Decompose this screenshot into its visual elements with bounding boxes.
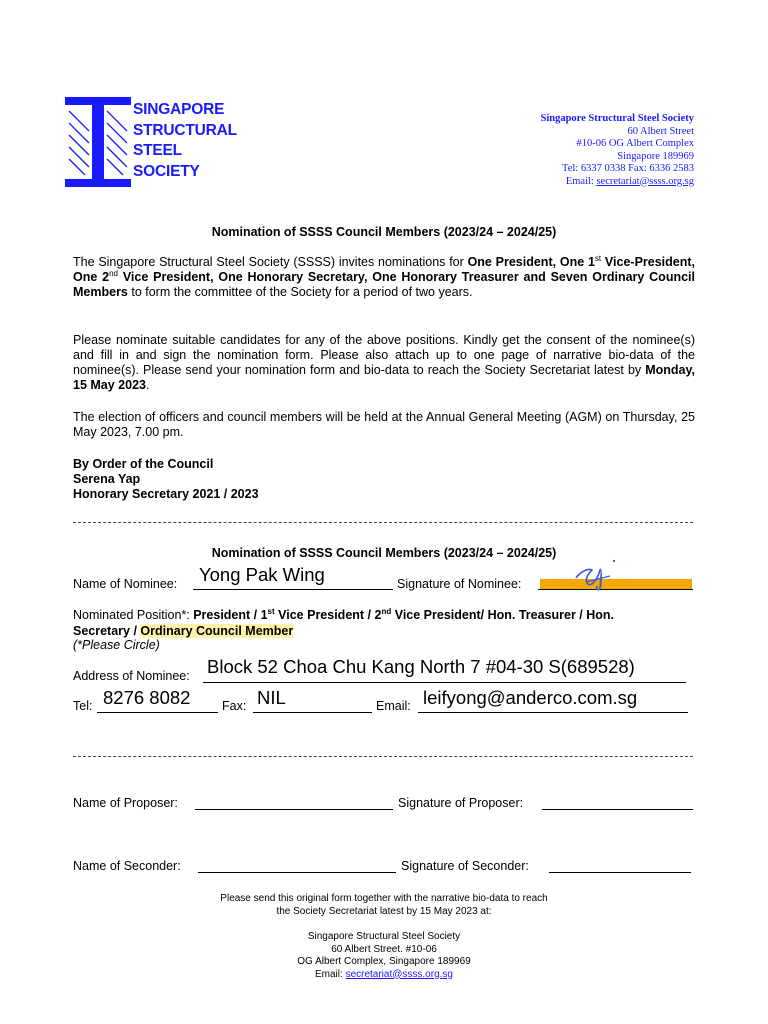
nominee-address-value: Block 52 Choa Chu Kang North 7 #04-30 S(689528) [207,656,635,677]
tel-label: Tel: [73,699,93,713]
society-email-link[interactable]: secretariat@ssss.org.sg [596,175,694,187]
email-value: leifyong@anderco.com.sg [423,687,638,708]
circle-note: (*Please Circle) [73,638,160,652]
superscript: nd [109,268,118,278]
form-title: Nomination of SSSS Council Members (2023/24 – 2024/25) [211,546,557,560]
footer-city: OG Albert Complex, Singapore 189969 [297,956,471,967]
position-option[interactable]: Vice President/ Hon. Treasurer / Hon. [391,608,614,622]
footer-email-row [0,969,768,982]
proposer-signature-field[interactable] [542,809,693,810]
i-beam-logo-icon [65,97,133,187]
position-label: Nominated Position*: [73,608,190,622]
order-of-council-block [73,457,695,502]
logo-wordmark [133,100,237,182]
handwritten-signature-icon [570,554,620,592]
nominee-name-field[interactable] [193,589,393,590]
cut-line-divider [73,756,693,758]
secretary-name: Serena Yap [73,472,141,486]
order-line: By Order of the Council [73,457,214,471]
text: The Singapore Structural Steel Society (SSSS) invites nominations for [73,255,468,269]
footer-email-link[interactable]: secretariat@ssss.org.sg [345,968,453,980]
nominee-address-label: Address of Nominee: [73,669,190,683]
election-paragraph: The election of officers and council members will be held at the Annual General Meeting (AGM) on Thursday, 25 May 2023, 7.00 pm. [73,410,695,439]
fax-field[interactable] [253,712,372,713]
society-city: Singapore 189969 [617,150,694,162]
seconder-name-field[interactable] [198,872,396,873]
invitation-paragraph [73,255,695,300]
nominated-position-row [73,607,695,639]
superscript: nd [381,606,392,616]
fax-label: Fax: [222,699,247,713]
society-email-row [434,176,694,189]
email-field[interactable] [418,712,688,713]
fax-value: NIL [257,687,286,708]
nominee-address-field[interactable] [203,682,686,683]
society-phone-fax: Tel: 6337 0338 Fax: 6336 2583 [562,163,694,174]
seconder-signature-field[interactable] [549,872,691,873]
society-address-block [434,113,694,188]
footer-street: 60 Albert Street. #10-06 [331,943,437,955]
proposer-name-label: Name of Proposer: [73,796,178,810]
tel-value: 8276 8082 [103,687,191,708]
cut-line-divider [73,522,693,524]
text-bold: Vice President, One Honorary Secretary, One Honorary Treasurer and Seven Ordinary Council Members [73,270,695,299]
nominee-signature [570,554,620,592]
footer-society-name: Singapore Structural Steel Society [307,931,461,942]
text-bold: Vice-President, One 2 [73,255,696,284]
deadline-text: Monday, 15 May 2023 [73,363,695,392]
nominee-signature-label: Signature of Nominee: [397,577,522,591]
seconder-signature-label: Signature of Seconder: [401,859,529,873]
society-name: Singapore Structural Steel Society [540,113,694,124]
nominee-name-label: Name of Nominee: [73,577,178,591]
footer-line: Please send this original form together with the narrative bio-data to reach [220,893,548,904]
logo-line: STEEL [133,142,182,159]
footer-address [0,931,768,981]
position-option[interactable]: President / 1 [189,608,268,622]
logo-line: STRUCTURAL [133,121,237,139]
proposer-name-field[interactable] [195,809,393,810]
superscript: st [267,606,275,616]
text: . [145,378,150,392]
position-option[interactable]: Secretary / [73,624,141,638]
secretary-title: Honorary Secretary 2021 / 2023 [73,487,259,501]
position-option[interactable]: Vice President / 2 [274,608,382,622]
nominee-name-value: Yong Pak Wing [199,564,325,585]
society-street: 60 Albert Street [627,125,694,137]
instructions-paragraph [73,333,695,393]
email-label: Email: [376,699,411,713]
logo-line: SINGAPORE [133,101,225,118]
email-label: Email: [565,175,597,187]
tel-field[interactable] [97,712,218,713]
text-bold: One President, One 1 [467,255,595,269]
society-unit: #10-06 OG Albert Complex [576,138,694,149]
position-selected-option[interactable]: Ordinary Council Member [140,624,294,638]
logo-line: SOCIETY [133,162,200,180]
text: to form the committee of the Society for a period of two years. [127,285,473,299]
footer-instructions [0,893,768,918]
seconder-name-label: Name of Seconder: [73,859,181,873]
footer-email-label: Email: [315,968,346,980]
proposer-signature-label: Signature of Proposer: [398,796,524,810]
footer-line: the Society Secretariat latest by 15 May 2023 at: [276,905,492,917]
society-logo [65,97,133,187]
document-title: Nomination of SSSS Council Members (2023/24 – 2024/25) [211,225,557,239]
superscript: st [594,253,602,263]
text: Please nominate suitable candidates for any of the above positions. Kindly get the consent of the nominee(s) and fill in and sign the nomination form. Please also attach up to one page of narrative bio-data of the nominee(s). Please send your nomination form and bio-data to reach the Society Secretariat latest by [73,333,695,377]
